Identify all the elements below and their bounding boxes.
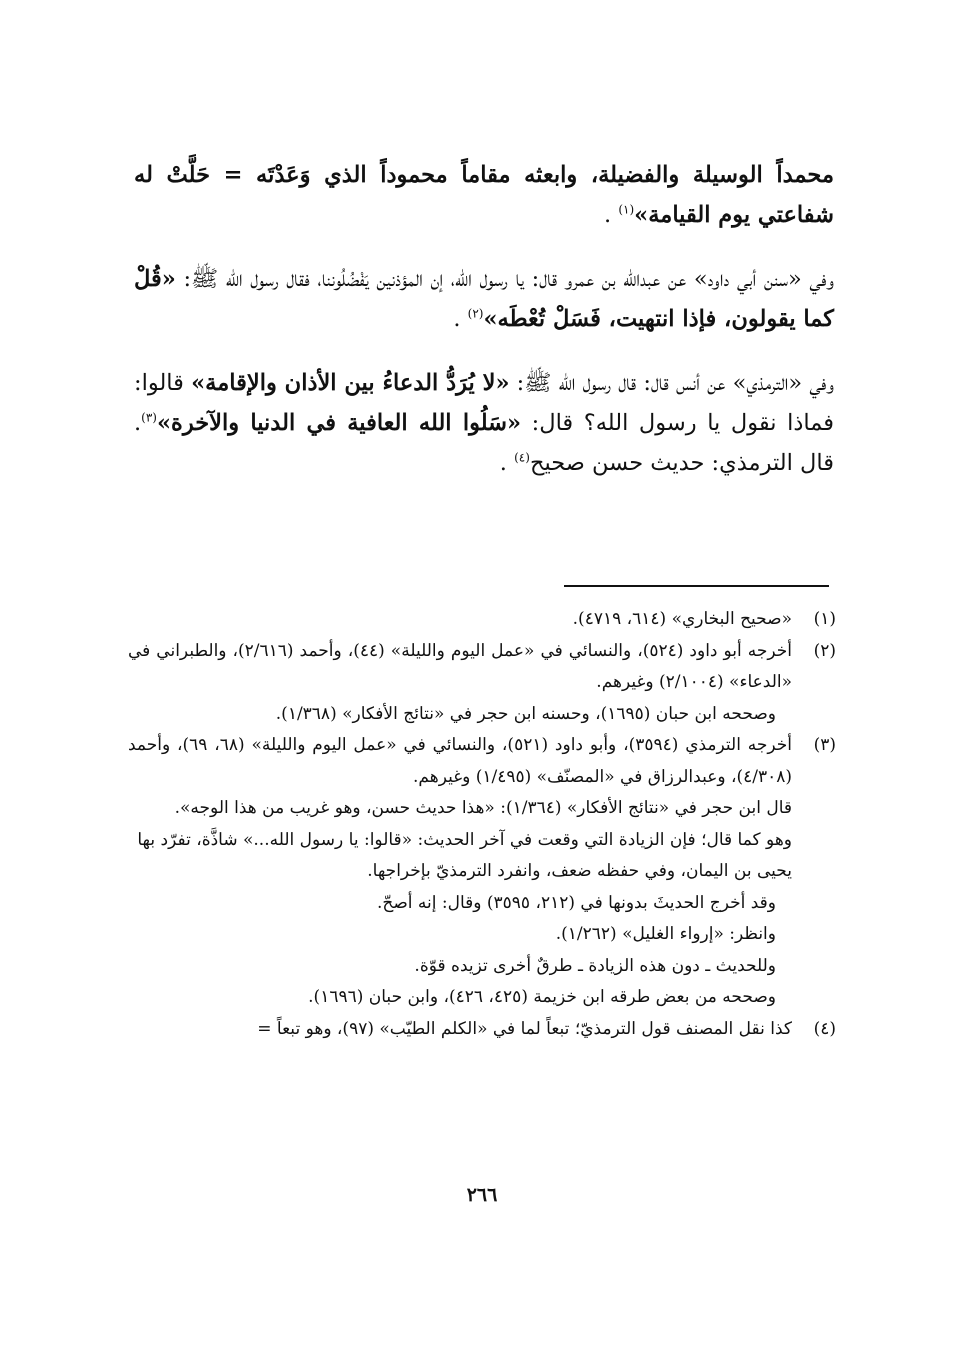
footnote-number: (٣) xyxy=(813,735,836,755)
footnote-text: «صحيح البخاري» (٦١٤، ٤٧١٩). xyxy=(572,609,792,629)
main-text xyxy=(134,155,834,507)
punctuation: . xyxy=(499,450,515,476)
footnote-2 xyxy=(128,636,836,699)
footnotes xyxy=(128,604,836,1045)
hadith-text: «سَلُوا الله العافية في الدنيا والآخرة» xyxy=(156,410,522,436)
footnote-ref: (٤) xyxy=(514,450,530,465)
punctuation: . xyxy=(453,306,468,332)
footnote-text: كذا نقل المصنف قول الترمذيّ؛ تبعاً لما في «الكلم الطيّب» (٩٧)، وهو تبعاً = xyxy=(257,1018,792,1039)
narration-text: . قال الترمذي: حديث حسن صحيح xyxy=(134,410,834,476)
footnote-2-continuation: وصححه ابن حبان (١٦٩٥)، وحسنه ابن حجر في «نتائج الأفكار» (١/٣٦٨). xyxy=(275,703,776,724)
footnote-3-continuation: وهو كما قال؛ فإن الزيادة التي وقعت في آخر الحديث: «قالوا: يا رسول الله...» شاذَّة، تفرّد بها يحيى بن اليمان، وفي حفظه ضعف، وانفرد الترمذيّ بإخراجها. xyxy=(137,829,792,881)
footnote-3-continuation: قال ابن حجر في «نتائج الأفكار» (١/٣٦٤): «هذا حديث حسن، وهو غريب من هذا الوجه». xyxy=(174,798,792,818)
footnote-3-continuation: وصححه من بعض طرقه ابن خزيمة (٤٢٥، ٤٢٦)، وابن حبان (١٦٩٦). xyxy=(308,987,776,1007)
footnote-text: أخرجه الترمذي (٣٥٩٤)، وأبو داود (٥٢١)، والنسائي في «عمل اليوم والليلة» (٦٨، ٦٩)، وأحمد (٤/٣٠٨)، وعبدالرزاق في «المصنّف» (١/٤٩٥) وغيرهم. xyxy=(128,735,793,787)
footnote-number: (٢) xyxy=(813,640,836,661)
paragraph-1 xyxy=(134,155,834,235)
footnote-ref: (٣) xyxy=(141,410,157,425)
footnote-4 xyxy=(128,1014,836,1046)
footnote-divider xyxy=(564,585,829,587)
footnote-3 xyxy=(128,730,836,793)
footnote-ref: (٢) xyxy=(467,306,484,321)
paragraph-2 xyxy=(134,259,834,339)
hadith-text: «قُلْ كما يقولون، فإذا انتهيت، فَسَلْ تُعْطَه» xyxy=(134,266,834,332)
narration-text: وفي «الترمذي» عن أنس قال: قال رسول الله ﷺ: xyxy=(509,370,834,396)
narration-text: وفي «سنن أبي داود» عن عبدالله بن عمرو قال: يا رسول الله، إن المؤذنين يَفْضُلُوننا، فقال رسول الله ﷺ: xyxy=(175,266,834,292)
punctuation: . xyxy=(604,202,619,228)
paragraph-3 xyxy=(134,363,834,483)
footnote-3-continuation: وقد أخرج الحديثَ بدونها في (٢١٢، ٣٥٩٥) وقال: إنه أصحّ. xyxy=(376,892,776,913)
footnote-text: أخرجه أبو داود (٥٢٤)، والنسائي في «عمل اليوم والليلة» (٤٤)، وأحمد (٢/٦١٦)، والطبراني في «الدعاء» (٢/١٠٠٤) وغيرهم. xyxy=(128,640,792,692)
page-number: ٢٦٦ xyxy=(466,1184,498,1206)
footnote-3-continuation: وللحديث ـ دون هذه الزيادة ـ طرقٌ أخرى تزيده قوّة. xyxy=(414,955,776,976)
hadith-text: «لا يُرَدُّ الدعاءُ بين الأذان والإقامة» xyxy=(191,370,510,396)
footnote-number: (١) xyxy=(813,609,836,629)
footnote-ref: (١) xyxy=(618,202,635,217)
narration-text: قالوا: فماذا نقول يا رسول الله؟ قال: xyxy=(134,370,834,436)
hadith-text: محمداً الوسيلة والفضيلة، وابعثه مقاماً محموداً الذي وَعَدْتَه = حَلَّتْ له شفاعتي يوم القيامة» xyxy=(134,162,834,228)
footnote-1 xyxy=(128,604,836,636)
footnote-3-continuation: وانظر: «إرواء الغليل» (١/٢٦٢). xyxy=(555,924,776,944)
footnote-number: (٤) xyxy=(813,1018,836,1039)
